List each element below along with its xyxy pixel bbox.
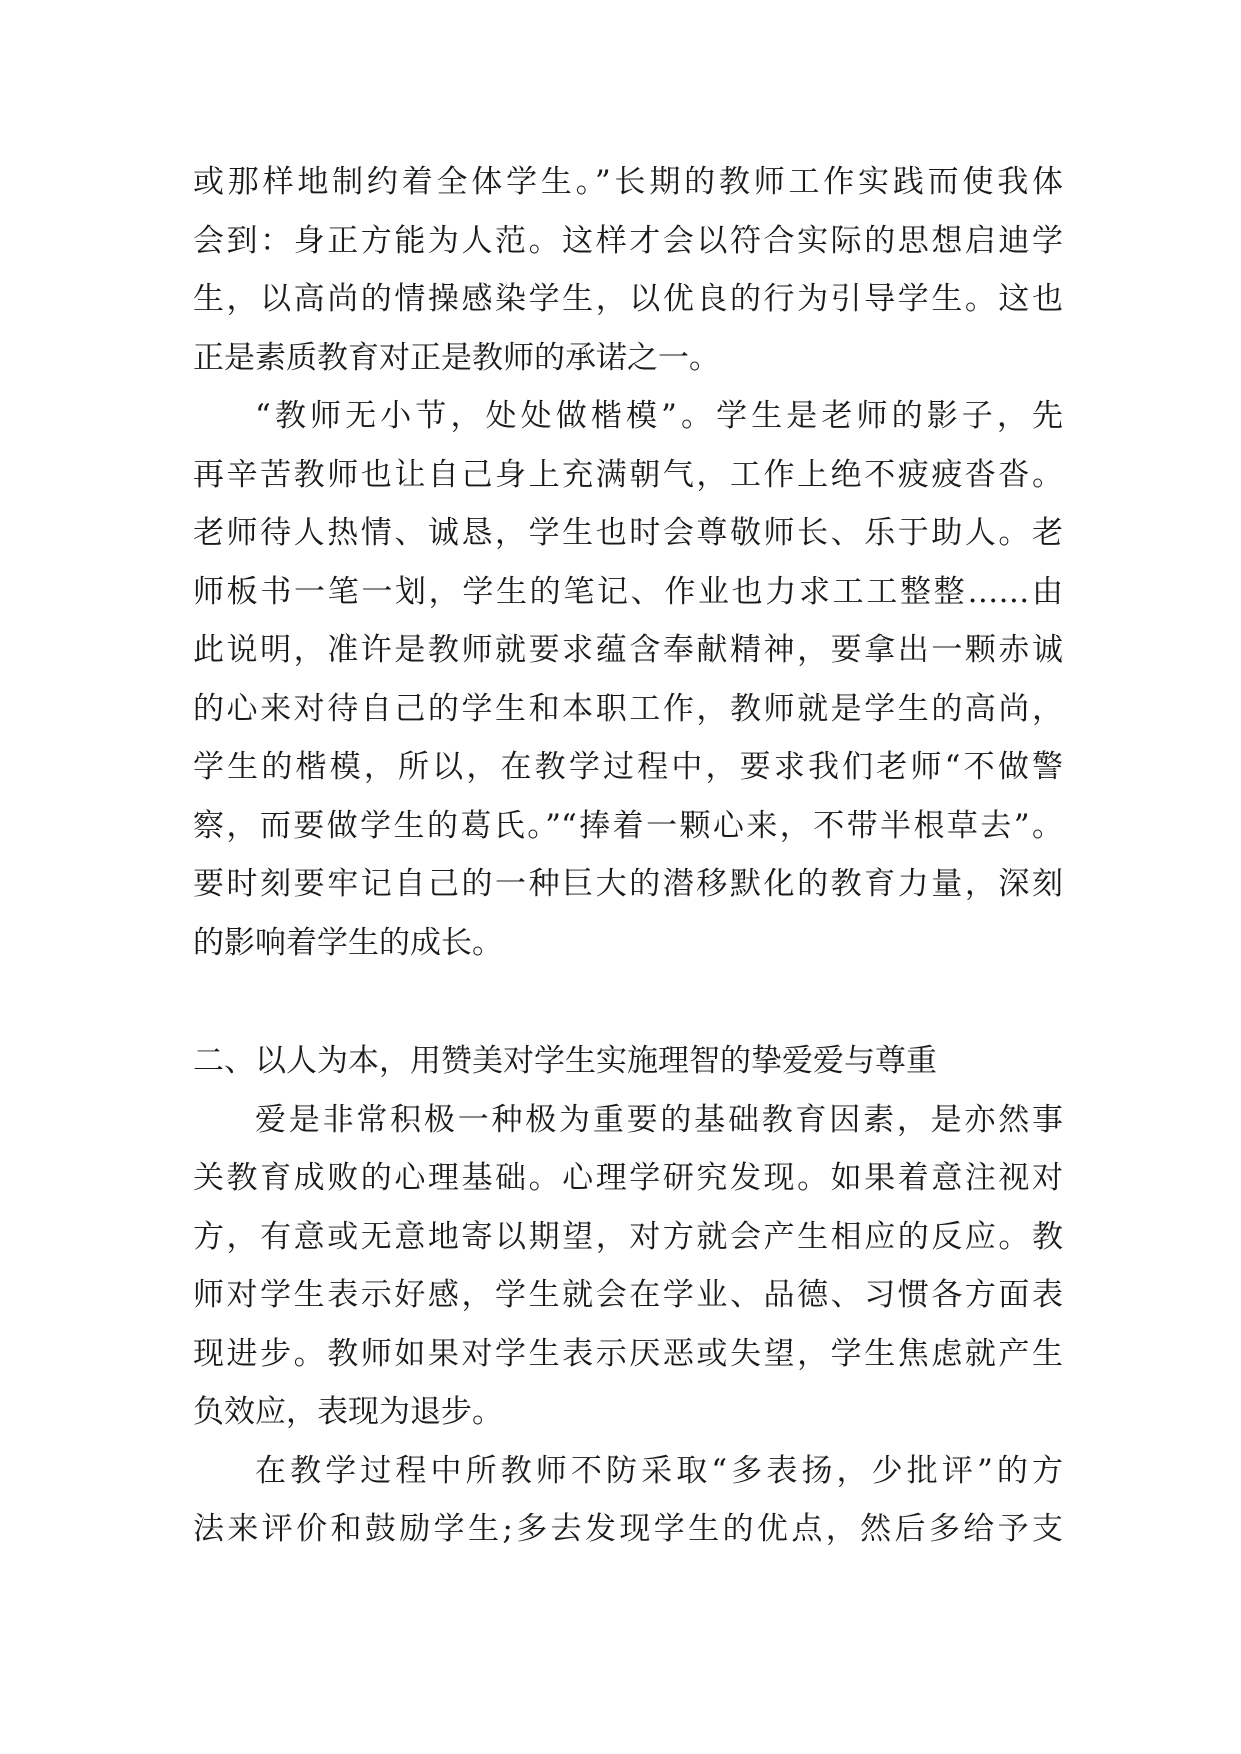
paragraph-4: [193, 1442, 1063, 1559]
section-heading: 二、以人为本，用赞美对学生实施理智的挚爱爱与尊重: [193, 1043, 937, 1079]
paragraph-line: 的影响着学生的成长。: [193, 924, 503, 961]
document-body: [193, 153, 1063, 1559]
paragraph-line: 师对学生表示好感，学生就会在学业、品德、习惯各方面表: [193, 1277, 1063, 1313]
paragraph-line: 要时刻要牢记自己的一种巨大的潜移默化的教育力量，深刻: [193, 866, 1063, 902]
paragraph-3: [193, 1091, 1063, 1442]
paragraph-line: 法来评价和鼓励学生;多去发现学生的优点，然后多给予支: [193, 1511, 1063, 1547]
paragraph-2: [193, 387, 1063, 972]
paragraph-line: 此说明，准许是教师就要求蕴含奉献精神，要拿出一颗赤诚: [193, 632, 1063, 668]
paragraph-1: [193, 153, 1063, 387]
paragraph-line: 察，而要做学生的葛氏。”“捧着一颗心来，不带半根草去”。: [193, 807, 1063, 844]
paragraph-line: 师板书一笔一划，学生的笔记、作业也力求工工整整……由: [193, 573, 1063, 610]
blank-line: [193, 972, 1063, 1032]
paragraph-line: 学生的楷模，所以，在教学过程中，要求我们老师“不做警: [193, 749, 1063, 785]
paragraph-line: 老师待人热情、诚恳，学生也时会尊敬师长、乐于助人。老: [193, 515, 1063, 551]
paragraph-line: 在教学过程中所教师不防采取“多表扬，少批评”的方: [255, 1452, 1063, 1489]
paragraph-line: 关教育成败的心理基础。心理学研究发现。如果着意注视对: [193, 1160, 1063, 1196]
paragraph-line: 会到：身正方能为人范。这样才会以符合实际的思想启迪学: [193, 222, 1063, 259]
paragraph-line: 生，以高尚的情操感染学生，以优良的行为引导学生。这也: [193, 281, 1063, 317]
paragraph-line: 现进步。教师如果对学生表示厌恶或失望，学生焦虑就产生: [193, 1335, 1063, 1372]
paragraph-line: 正是素质教育对正是教师的承诺之一。: [193, 339, 720, 376]
paragraph-line: 方，有意或无意地寄以期望，对方就会产生相应的反应。教: [193, 1218, 1063, 1255]
paragraph-line: 负效应，表现为退步。: [193, 1394, 503, 1430]
paragraph-line: 爱是非常积极一种极为重要的基础教育因素，是亦然事: [255, 1101, 1063, 1138]
paragraph-line: “教师无小节，处处做楷模”。学生是老师的影子，先: [255, 398, 1063, 434]
paragraph-line: 或那样地制约着全体学生。”长期的教师工作实践而使我体: [193, 164, 1063, 200]
paragraph-line: 的心来对待自己的学生和本职工作，教师就是学生的高尚，: [193, 690, 1063, 727]
paragraph-line: 再辛苦教师也让自己身上充满朝气，工作上绝不疲疲沓沓。: [193, 456, 1063, 493]
